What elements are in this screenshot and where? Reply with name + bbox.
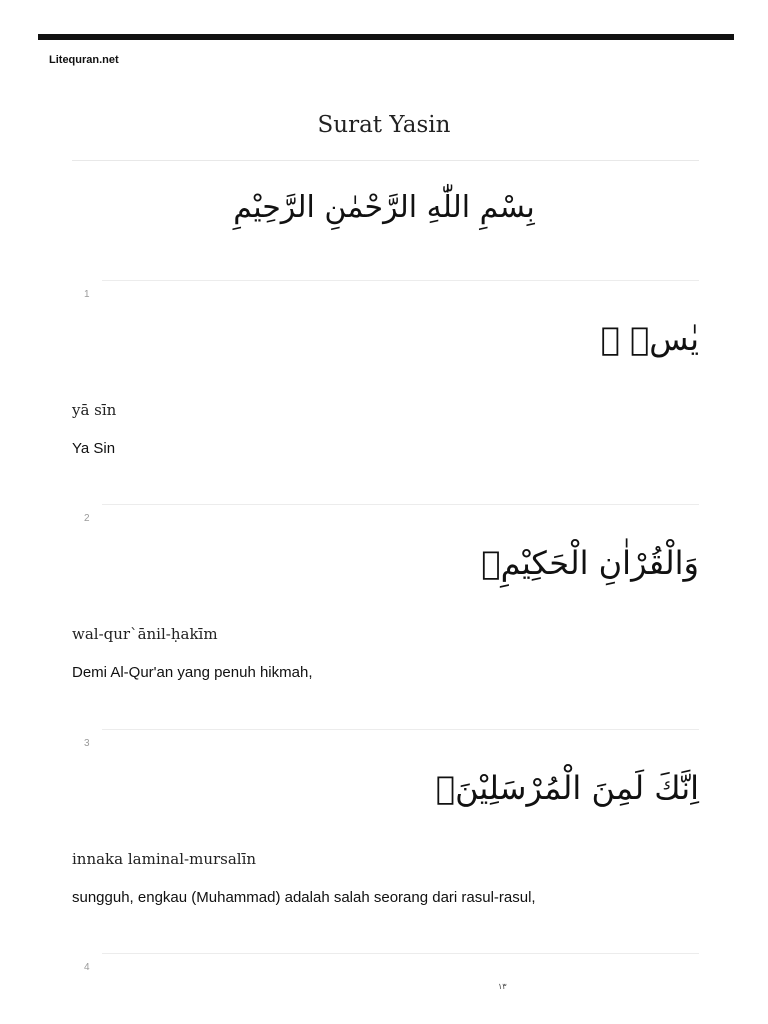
ayah-divider <box>102 280 699 281</box>
ayah-divider <box>102 729 699 730</box>
ayah-translation: Demi Al-Qur'an yang penuh hikmah, <box>72 664 313 681</box>
ayah-divider <box>102 504 699 505</box>
ayah-3 <box>0 729 768 953</box>
bismillah: بِسْمِ اللّٰهِ الرَّحْمٰنِ الرَّحِيْمِ <box>233 190 535 225</box>
ayah-divider <box>102 953 699 954</box>
page-title: Surat Yasin <box>317 112 451 138</box>
ayah-number: 3 <box>84 738 90 749</box>
ayah-4 <box>0 953 768 1024</box>
ayah-number: 1 <box>84 289 90 300</box>
top-border <box>38 34 734 40</box>
site-name[interactable]: Litequran.net <box>49 54 119 66</box>
ayah-translation: Ya Sin <box>72 440 116 457</box>
ayah-number: 4 <box>84 962 90 973</box>
ayah-arabic: وَالْقُرْاٰنِ الْحَكِيْمِۙ <box>481 544 699 582</box>
ayah-latin: innaka laminal-mursalīn <box>72 850 257 868</box>
ayah-1 <box>0 280 768 504</box>
title-divider <box>72 160 699 161</box>
ayah-arabic: يٰسۤ ۚ <box>600 320 699 358</box>
ayah-2 <box>0 504 768 728</box>
ayah-latin: wal-qur`ānil-ḥakīm <box>72 625 218 643</box>
ayah-arabic: اِنَّكَ لَمِنَ الْمُرْسَلِيْنَۙ <box>435 769 699 807</box>
ayah-number: 2 <box>84 513 90 524</box>
page-number: ١٣ <box>498 982 507 991</box>
ayah-translation: sungguh, engkau (Muhammad) adalah salah seorang dari rasul-rasul, <box>72 889 536 906</box>
ayah-latin: yā sīn <box>72 401 117 419</box>
